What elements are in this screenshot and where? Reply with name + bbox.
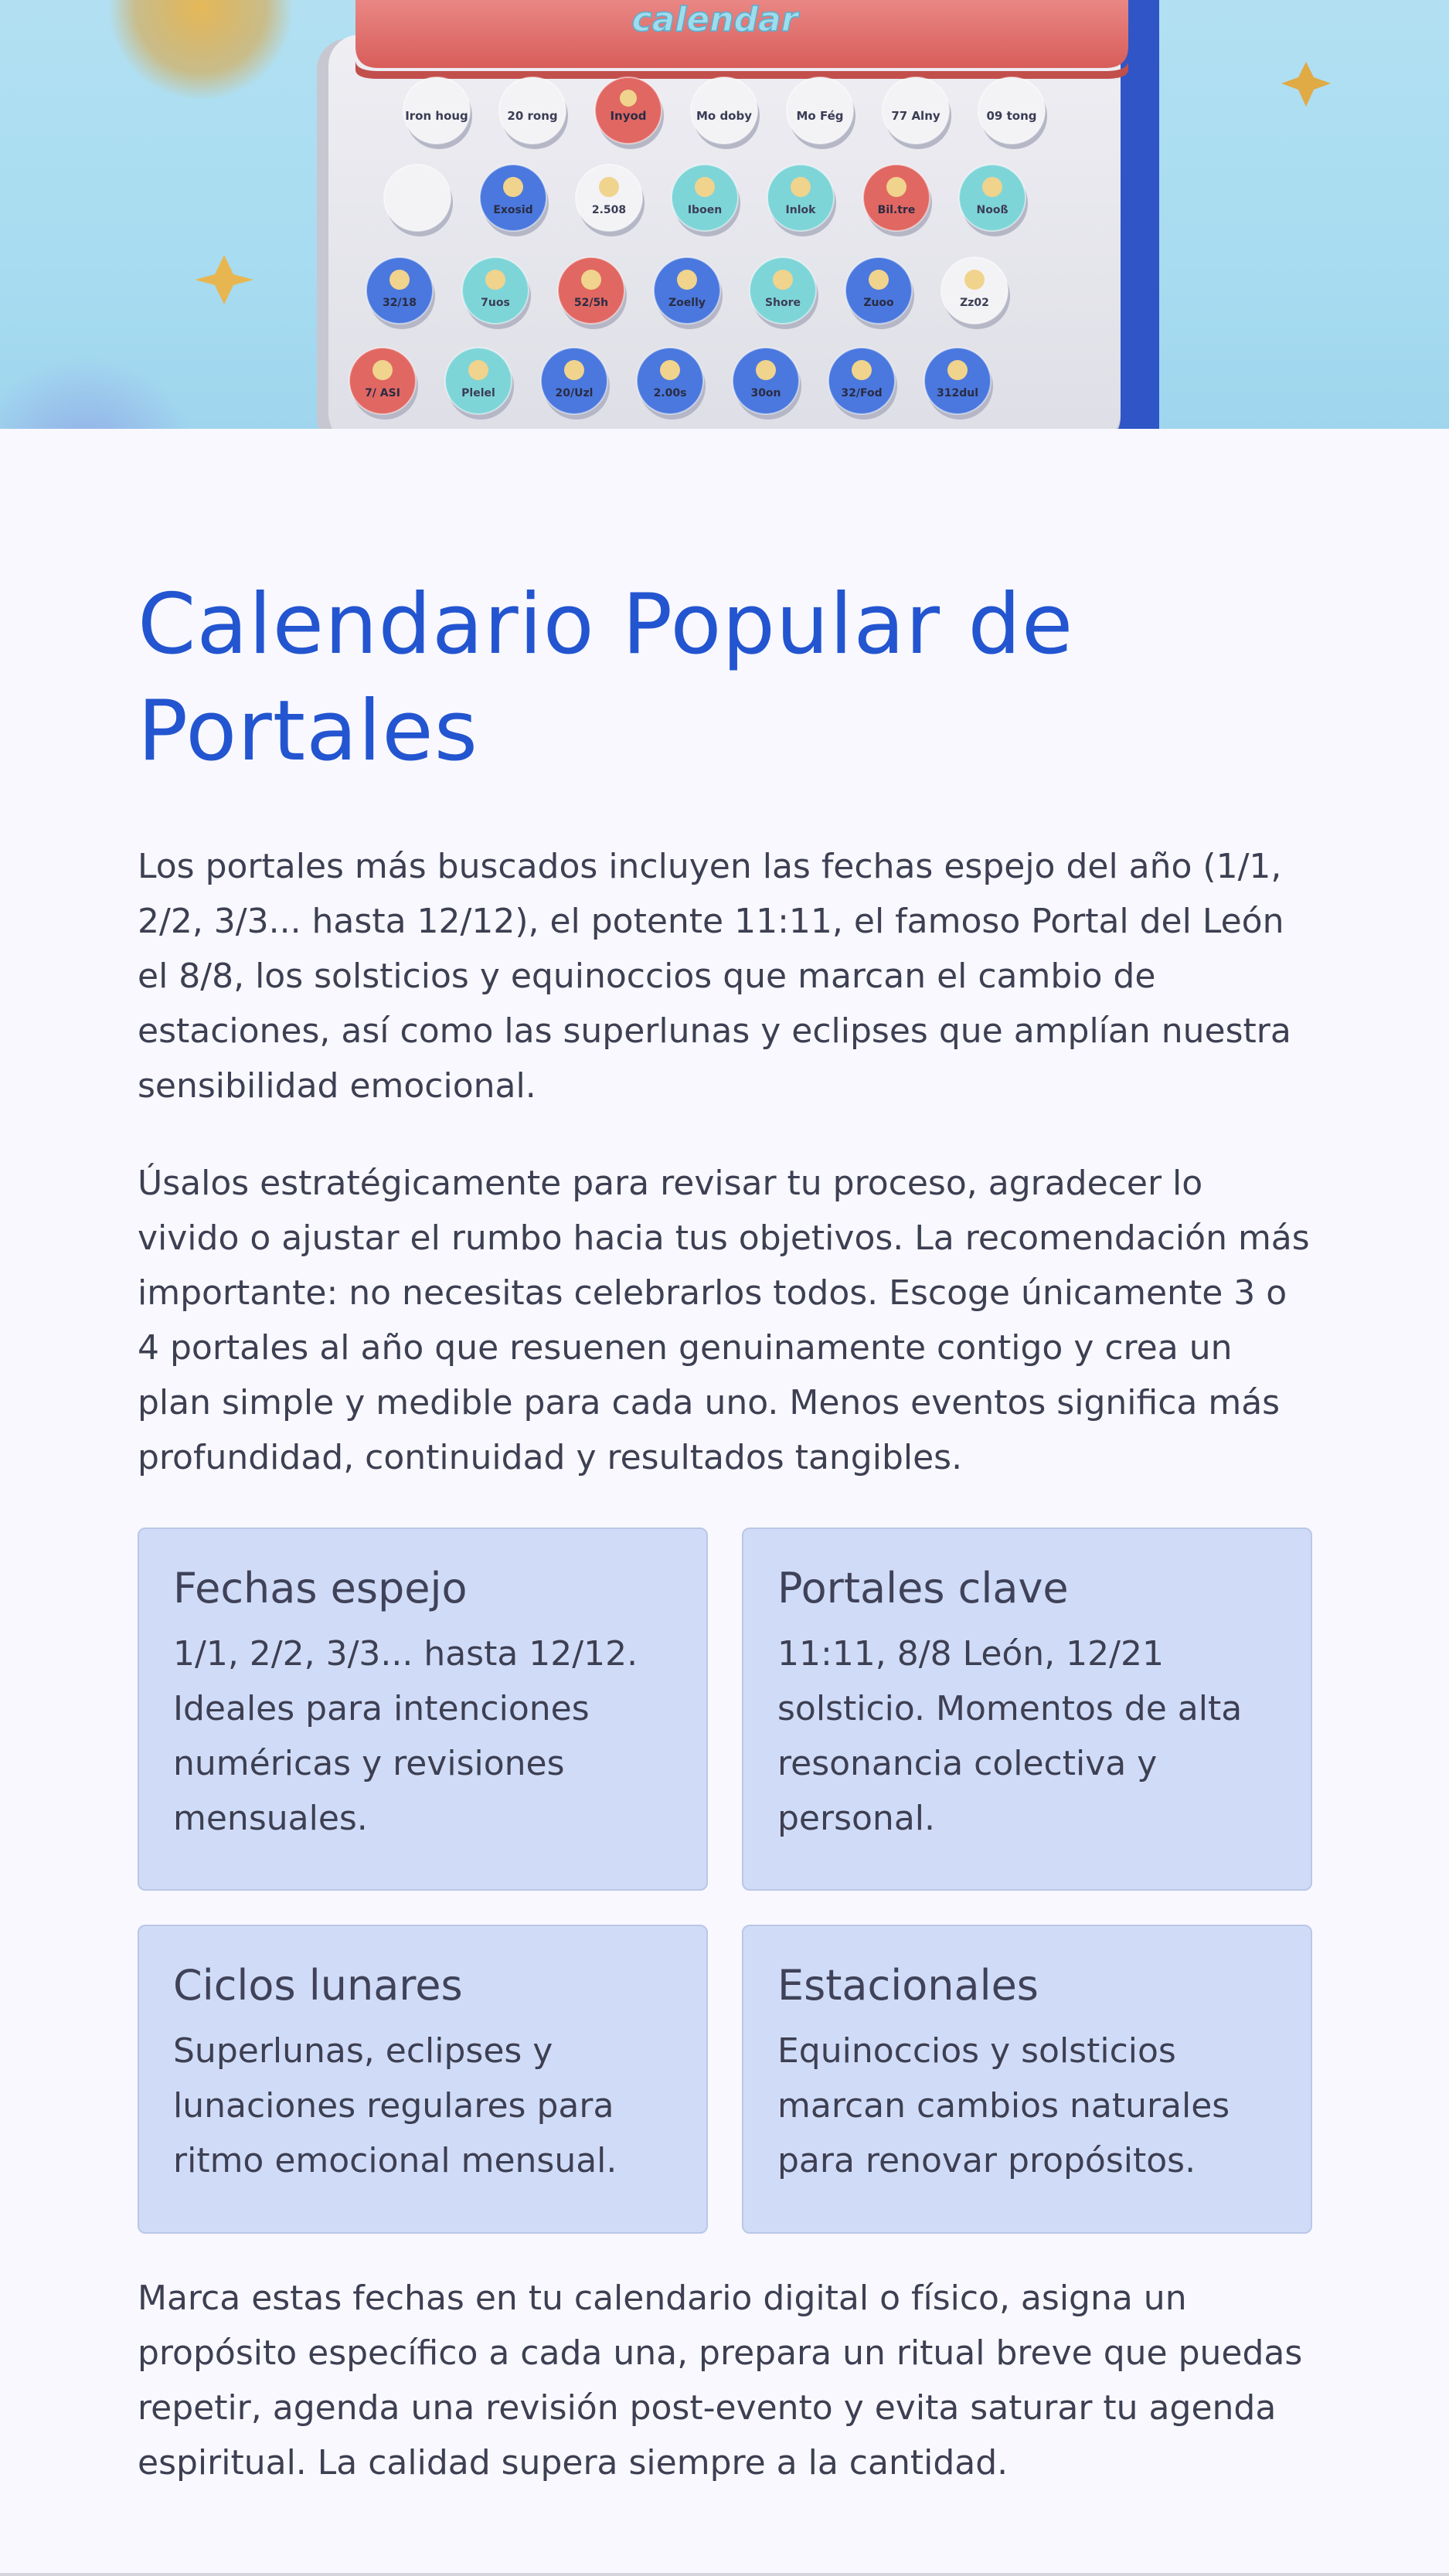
star-icon: [195, 255, 253, 304]
blurred-ball-decoration: [0, 355, 201, 429]
card-fechas-espejo: [138, 1528, 708, 1891]
calendar-label: calendar: [631, 0, 798, 39]
calendar-day-label: Iboen: [687, 204, 723, 216]
sun-icon: [660, 360, 680, 380]
card-text: Superlunas, eclipses y lunaciones regulares para ritmo emocional mensual.: [173, 2031, 617, 2180]
calendar-day-label: 52/5h: [573, 297, 609, 309]
calendar-day-label: 7/ ASI: [365, 387, 400, 399]
calendar-day-label: Zoelly: [668, 297, 706, 309]
sun-icon: [485, 270, 505, 290]
card-title: Estacionales: [777, 1961, 1039, 2010]
calendar-day-label: Exosid: [493, 204, 533, 216]
divider: [0, 2573, 1449, 2576]
calendar-day-label: Inlok: [785, 204, 816, 216]
card-ciclos-lunares: [138, 1925, 708, 2234]
calendar-day-label: Bil.tre: [877, 204, 916, 216]
sun-icon: [869, 270, 889, 290]
calendar-day-label: Zuoo: [863, 297, 894, 309]
calendar-day-label: Nooß: [976, 204, 1009, 216]
sun-icon: [581, 270, 601, 290]
card-title: Ciclos lunares: [173, 1961, 463, 2010]
calendar-day-label: 7uos: [481, 297, 510, 309]
closing-paragraph: Marca estas fechas en tu calendario digital o físico, asigna un propósito específico a cada una, prepara un ritual breve que puedas repetir, agenda una revisión post-evento y evita saturar tu agenda espiritual. La calidad supera siempre a la cantidad.: [138, 2279, 1303, 2483]
card-title: Fechas espejo: [173, 1564, 468, 1613]
calendar-day-label: 2.508: [591, 204, 627, 216]
hero-image: [0, 0, 1449, 429]
sun-icon: [599, 177, 619, 197]
calendar-day-label: Plelel: [461, 387, 495, 399]
sun-icon: [791, 177, 811, 197]
card-text: 1/1, 2/2, 3/3... hasta 12/12. Ideales para intenciones numéricas y revisiones mensuales.: [173, 1634, 638, 1838]
portal-cards-grid: [138, 1528, 1312, 2234]
card-title: Portales clave: [777, 1564, 1069, 1613]
sun-icon: [372, 360, 393, 380]
blurred-sun-decoration: [108, 0, 294, 100]
calendar-day-label: 30on: [750, 387, 781, 399]
card-text: 11:11, 8/8 León, 12/21 solsticio. Momentos de alta resonancia colectiva y personal.: [777, 1634, 1243, 1838]
sun-icon: [773, 270, 793, 290]
sun-icon: [564, 360, 584, 380]
intro-paragraph: Los portales más buscados incluyen las fechas espejo del año (1/1, 2/2, 3/3... hasta 12/12), el potente 11:11, el famoso Portal del León el 8/8, los solsticios y equinoccios que marcan el cambio de estaciones, así como las superlunas y eclipses que amplían nuestra sensibilidad emocional.: [138, 847, 1291, 1106]
star-icon: [1281, 62, 1331, 107]
calendar-illustration: [0, 0, 1449, 429]
calendar-day-label: 20 rong: [507, 109, 558, 123]
sun-icon: [468, 360, 488, 380]
page-title: Calendario Popular de Portales: [138, 576, 1074, 780]
calendar-day-label: Zz02: [960, 297, 989, 309]
sun-icon: [756, 360, 776, 380]
card-portales-clave: [742, 1528, 1312, 1891]
sun-icon: [964, 270, 985, 290]
sun-icon: [947, 360, 968, 380]
calendar-day-label: Mo Fég: [796, 109, 844, 123]
sun-icon: [886, 177, 906, 197]
calendar-day-label: 20/Uzl: [555, 387, 594, 399]
card-text: Equinoccios y solsticios marcan cambios naturales para renovar propósitos.: [777, 2031, 1230, 2180]
moon-icon: [620, 90, 637, 107]
article: [138, 572, 1312, 2533]
calendar-day-label: 2.00s: [653, 387, 687, 399]
sun-icon: [852, 360, 872, 380]
calendar-day-label: Shore: [764, 297, 801, 309]
sun-icon: [389, 270, 410, 290]
sun-icon: [677, 270, 697, 290]
calendar-day-label: Iron houg: [405, 109, 468, 123]
sun-icon: [982, 177, 1002, 197]
calendar-day-label: 312dul: [936, 387, 979, 399]
calendar-day-label: 09 tong: [986, 109, 1037, 123]
calendar-day-label: 32/Fod: [841, 387, 883, 399]
calendar-day-label: Inyod: [610, 109, 647, 123]
calendar-day-label: Mo doby: [696, 109, 753, 123]
sun-icon: [503, 177, 523, 197]
strategy-paragraph: Úsalos estratégicamente para revisar tu proceso, agradecer lo vivido o ajustar el rumbo hacia tus objetivos. La recomendación más importante: no necesitas celebrarlos todos. Escoge únicamente 3 o 4 portales al año que resuenen genuinamente contigo y crea un plan simple y medible para cada uno. Menos eventos significa más profundidad, continuidad y resultados tangibles.: [138, 1164, 1310, 1477]
card-estacionales: [742, 1925, 1312, 2234]
calendar-day-label: 32/18: [382, 297, 417, 309]
sun-icon: [695, 177, 715, 197]
calendar-day-label: 77 Alny: [891, 109, 940, 123]
